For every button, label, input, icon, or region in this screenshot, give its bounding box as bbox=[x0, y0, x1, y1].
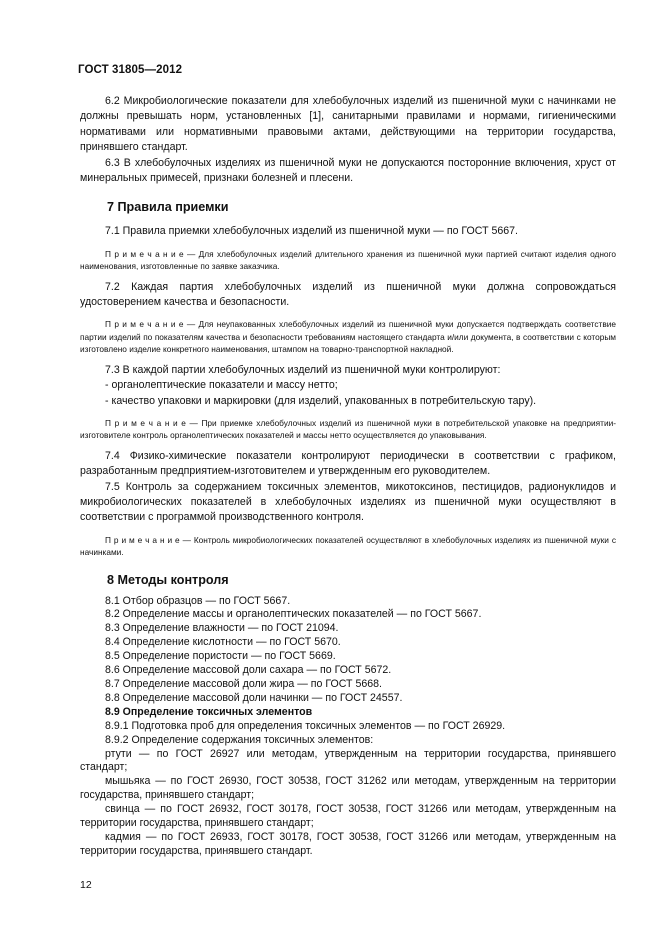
note-7-3 bbox=[80, 417, 616, 442]
para-7-3-item-b: - качество упаковки и маркировки (для изделий, упакованных в потребительскую тару). bbox=[105, 394, 537, 407]
note-7-1 bbox=[80, 248, 616, 273]
para-7-1: 7.1 Правила приемки хлебобулочных изделий из пшеничной муки — по ГОСТ 5667. bbox=[105, 225, 519, 238]
note-7-2 bbox=[80, 318, 616, 355]
method-item: 8.7 Определение массовой доли жира — по ГОСТ 5668. bbox=[105, 678, 382, 690]
running-header: ГОСТ 31805—2012 bbox=[78, 64, 183, 76]
para-7-5: 7.5 Контроль за содержанием токсичных элементов, микотоксинов, пестицидов, радионуклидов и микробиологических показателей в хлебобулочных изделиях из пшеничной муки осуществляют в соответствии с программой производственного контроля. bbox=[80, 480, 616, 524]
para-7-3: 7.3 В каждой партии хлебобулочных изделий из пшеничной муки контролируют: bbox=[105, 363, 501, 376]
para-7-4: 7.4 Физико-химические показатели контролируют периодически в соответствии с графиком, разработанным предприятием-изготовителем и утвержденным его руководителем. bbox=[80, 449, 616, 478]
note-label: П р и м е ч а н и е — bbox=[105, 417, 198, 428]
method-item: 8.2 Определение массы и органолептических показателей — по ГОСТ 5667. bbox=[105, 608, 482, 621]
section-8-heading: 8 Методы контроля bbox=[107, 572, 229, 587]
para-6-3: 6.3 В хлебобулочных изделиях из пшеничной муки не допускаются посторонние включения, хруст от минеральных примесей, признаки болезней и плесени. bbox=[80, 156, 616, 185]
para-6-2: 6.2 Микробиологические показатели для хлебобулочных изделий из пшеничной муки с начинками не должны превышать норм, установленных [1], санитарными правилами и нормами, гигиеническими нормативами или нормативными правовыми актами, действующими на территории государства, принявшего стандарт. bbox=[80, 95, 616, 154]
metal-item-lead: свинца — по ГОСТ 26932, ГОСТ 30178, ГОСТ 30538, ГОСТ 31266 или методам, утвержденным на территории государства, принявшего стандарт; bbox=[80, 803, 616, 830]
para-8-9-heading: 8.9 Определение токсичных элементов bbox=[105, 705, 313, 718]
note-text: При приемке хлебобулочных изделий из пшеничной муки в потребительской упаковке на предприятии-изготовителе контроль органолептических показателей и массы нетто осуществляется до упаковывания. bbox=[80, 417, 616, 441]
note-label: П р и м е ч а н и е — bbox=[105, 248, 196, 259]
para-7-2: 7.2 Каждая партия хлебобулочных изделий из пшеничной муки должна сопровождаться удостоверением качества и безопасности. bbox=[80, 280, 616, 309]
note-text: Контроль микробиологических показателей осуществляют в хлебобулочных изделиях из пшеничной муки с начинками. bbox=[80, 534, 616, 558]
metal-item-arsenic: мышьяка — по ГОСТ 26930, ГОСТ 30538, ГОСТ 31262 или методам, утвержденным на территории государства, принявшего стандарт; bbox=[80, 775, 616, 802]
para-8-9-2: 8.9.2 Определение содержания токсичных элементов: bbox=[105, 733, 374, 746]
note-text: Для хлебобулочных изделий длительного хранения из пшеничной муки партией считают изделия одного наименования, изготовленные по заявке заказчика. bbox=[80, 248, 616, 272]
method-item: 8.4 Определение кислотности — по ГОСТ 5670. bbox=[105, 636, 341, 649]
method-item: 8.1 Отбор образцов — по ГОСТ 5667. bbox=[105, 594, 291, 607]
section-7-heading: 7 Правила приемки bbox=[107, 200, 229, 215]
method-item: 8.6 Определение массовой доли сахара — по ГОСТ 5672. bbox=[105, 664, 392, 677]
method-item: 8.3 Определение влажности — по ГОСТ 21094. bbox=[105, 622, 339, 635]
method-item: 8.5 Определение пористости — по ГОСТ 5669. bbox=[105, 650, 336, 663]
method-item: 8.8 Определение массовой доли начинки — по ГОСТ 24557. bbox=[105, 691, 403, 704]
note-7-5 bbox=[80, 534, 616, 559]
note-label: П р и м е ч а н и е — bbox=[105, 319, 196, 330]
metal-item-cadmium: кадмия — по ГОСТ 26933, ГОСТ 30178, ГОСТ 30538, ГОСТ 31266 или методам, утвержденным на территории государства, принявшего стандарт. bbox=[80, 830, 616, 857]
note-text: Для неупакованных хлебобулочных изделий из пшеничной муки допускается подтверждать соответствие партии изделий по показателям качества и безопасности требованиям настоящего стандарта и/или документа, в соответствии с которым изготовлено изделие конкретного наименования, штампом на товарно-транспортной накладной. bbox=[80, 319, 616, 355]
metal-item-mercury: ртути — по ГОСТ 26927 или методам, утвержденным на территории государства, принявшего стандарт; bbox=[80, 747, 616, 774]
para-8-9-1: 8.9.1 Подготовка проб для определения токсичных элементов — по ГОСТ 26929. bbox=[105, 719, 506, 732]
page-number: 12 bbox=[80, 879, 92, 891]
note-label: П р и м е ч а н и е — bbox=[105, 534, 191, 545]
para-7-3-item-a: - органолептические показатели и массу нетто; bbox=[105, 379, 338, 392]
page-content bbox=[80, 94, 616, 859]
methods-list bbox=[80, 595, 616, 859]
